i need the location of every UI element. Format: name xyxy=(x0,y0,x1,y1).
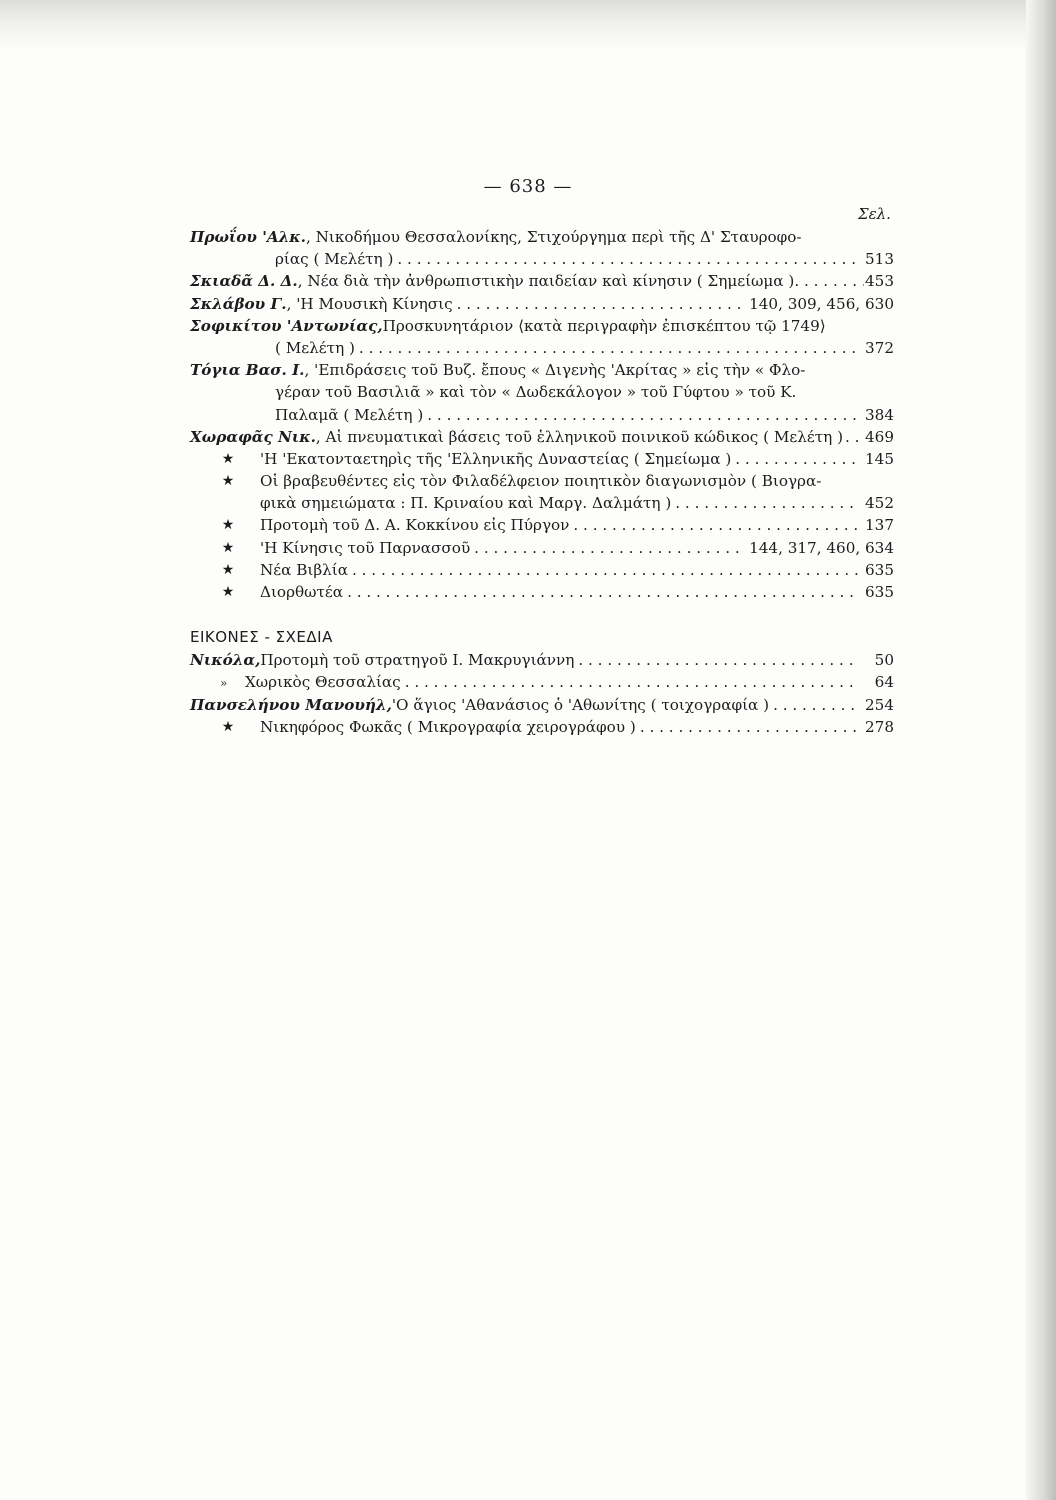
starred-entry xyxy=(190,581,894,603)
index-entry xyxy=(190,426,894,448)
starred-entry xyxy=(190,470,894,514)
entry-pages: 469 xyxy=(865,427,894,446)
entry-pages: 372 xyxy=(865,338,894,357)
entry-title: , Αἱ πνευματικαὶ βάσεις τοῦ ἑλληνικοῦ ποινικοῦ κώδικος ( Μελέτη ) xyxy=(315,427,844,446)
dot-leader xyxy=(640,716,860,738)
star-icon: ★ xyxy=(221,584,235,600)
entry-author: Χωραφᾶς Νικ. xyxy=(190,427,316,446)
entry-author: Σκλάβου Γ. xyxy=(190,294,287,313)
page-number: — 638 — xyxy=(483,176,573,197)
starred-entry xyxy=(190,448,894,470)
entry-pages: 137 xyxy=(865,516,894,535)
entry-pages: 144, 317, 460, 634 xyxy=(749,538,894,557)
dot-leader xyxy=(474,537,745,559)
entry-pages: 50 xyxy=(874,651,894,670)
entry-pages: 64 xyxy=(874,673,894,692)
entry-author: Σκιαδᾶ Δ. Δ. xyxy=(190,272,298,291)
scan-shadow-top xyxy=(0,0,1056,52)
entry-title: Προσκυνητάριον ⟨κατὰ περιγραφὴν ἐπισκέπτου τῷ 1749⟩ xyxy=(382,316,826,335)
dot-leader xyxy=(457,293,745,315)
entry-title: Προτομὴ τοῦ στρατηγοῦ Ι. Μακρυγιάννη xyxy=(260,651,575,670)
entry-pages: 140, 309, 456, 630 xyxy=(749,294,894,313)
image-entry xyxy=(190,694,894,716)
entry-title: Διορθωτέα xyxy=(260,583,344,601)
entry-author: Πανσελήνου Μανουήλ, xyxy=(190,695,392,714)
entry-pages: 453 xyxy=(865,272,894,291)
index-entry xyxy=(190,270,894,292)
dot-leader xyxy=(773,694,860,716)
starred-entry xyxy=(190,514,894,536)
entry-title-cont: φικὰ σημειώματα : Π. Κριναίου καὶ Μαργ. Δαλμάτη ) xyxy=(260,494,672,513)
starred-entry xyxy=(190,559,894,581)
entry-author: Τόγια Βασ. Ι. xyxy=(190,361,305,380)
image-entry xyxy=(190,649,894,671)
entry-title: 'Η 'Εκατονταετηρὶς τῆς 'Ελληνικῆς Δυναστείας ( Σημείωμα ) xyxy=(260,449,732,468)
dot-leader xyxy=(578,649,860,671)
image-entry xyxy=(190,716,894,738)
entry-pages: 254 xyxy=(865,695,894,714)
star-icon: ★ xyxy=(221,450,235,467)
star-icon: ★ xyxy=(221,517,235,534)
index-entry xyxy=(190,293,894,315)
dot-leader xyxy=(359,337,860,359)
dot-leader xyxy=(573,514,860,536)
entry-title: Προτομὴ τοῦ Δ. Α. Κοκκίνου εἰς Πύργον xyxy=(260,516,570,535)
dot-leader xyxy=(352,559,860,581)
scan-shadow-right xyxy=(1026,0,1056,1500)
entry-title-cont: Παλαμᾶ ( Μελέτη ) xyxy=(275,405,424,424)
ditto-mark: » xyxy=(220,676,228,691)
entry-author: Πρωΐου 'Αλκ. xyxy=(190,228,306,246)
dot-leader xyxy=(845,426,862,448)
entry-title-cont: ρίας ( Μελέτη ) xyxy=(275,250,394,269)
entry-title-cont: ( Μελέτη ) xyxy=(275,338,355,357)
entry-pages: 384 xyxy=(865,405,894,424)
entry-title: 'Ο ἅγιος 'Αθανάσιος ὁ 'Αθωνίτης ( τοιχογραφία ) xyxy=(391,695,770,714)
entry-title: Νικηφόρος Φωκᾶς ( Μικρογραφία χειρογράφου ) xyxy=(260,717,636,736)
dot-leader xyxy=(397,248,860,270)
entry-title: Οἱ βραβευθέντες εἰς τὸν Φιλαδέλφειον ποιητικὸν διαγωνισμὸν ( Βιογρα- xyxy=(260,472,822,491)
entry-pages: 145 xyxy=(865,449,894,468)
index-list xyxy=(190,226,894,738)
image-entry xyxy=(190,671,894,693)
entry-title: Χωρικὸς Θεσσαλίας xyxy=(244,673,401,692)
starred-entry xyxy=(190,537,894,559)
entry-title: , 'Η Μουσικὴ Κίνησις xyxy=(286,294,453,313)
star-icon: ★ xyxy=(221,561,235,578)
dot-leader xyxy=(794,270,864,292)
entry-title: Νέα Βιβλία xyxy=(260,560,348,579)
page-column-label: Σελ. xyxy=(858,205,891,223)
entry-title: , 'Επιδράσεις τοῦ Βυζ. ἔπους « Διγενὴς 'Ακρίτας » εἰς τὴν « Φλο- xyxy=(304,361,806,380)
dot-leader xyxy=(675,492,860,514)
entry-pages: 452 xyxy=(865,494,894,513)
section-heading: ΕΙΚΟΝΕΣ - ΣΧΕΔΙΑ xyxy=(190,628,333,647)
index-entry xyxy=(190,359,894,426)
index-entry xyxy=(190,226,894,270)
dot-leader xyxy=(347,581,860,603)
entry-title: , Νικοδήμου Θεσσαλονίκης, Στιχούργημα περὶ τῆς Δ' Σταυροφο- xyxy=(305,228,802,246)
dot-leader xyxy=(427,404,860,426)
entry-pages: 278 xyxy=(865,717,894,736)
entry-pages: 635 xyxy=(865,560,894,579)
star-icon: ★ xyxy=(221,539,235,556)
entry-title-cont: γέραν τοῦ Βασιλιᾶ » καὶ τὸν « Δωδεκάλογον » τοῦ Γύφτου » τοῦ Κ. xyxy=(275,383,797,402)
entry-author: Νικόλα, xyxy=(190,651,261,670)
entry-title: , Νέα διὰ τὴν ἀνθρωπιστικὴν παιδείαν καὶ κίνησιν ( Σημείωμα ) xyxy=(297,272,795,291)
entry-pages: 513 xyxy=(865,250,894,269)
star-icon: ★ xyxy=(221,473,235,490)
entry-title: 'Η Κίνησις τοῦ Παρνασσοῦ xyxy=(260,538,471,557)
entry-pages: 635 xyxy=(865,583,894,601)
dot-leader xyxy=(405,671,860,693)
entry-author: Σοφικίτου 'Αντωνίας, xyxy=(190,316,383,335)
star-icon: ★ xyxy=(221,718,235,735)
dot-leader xyxy=(735,448,860,470)
index-entry xyxy=(190,315,894,359)
